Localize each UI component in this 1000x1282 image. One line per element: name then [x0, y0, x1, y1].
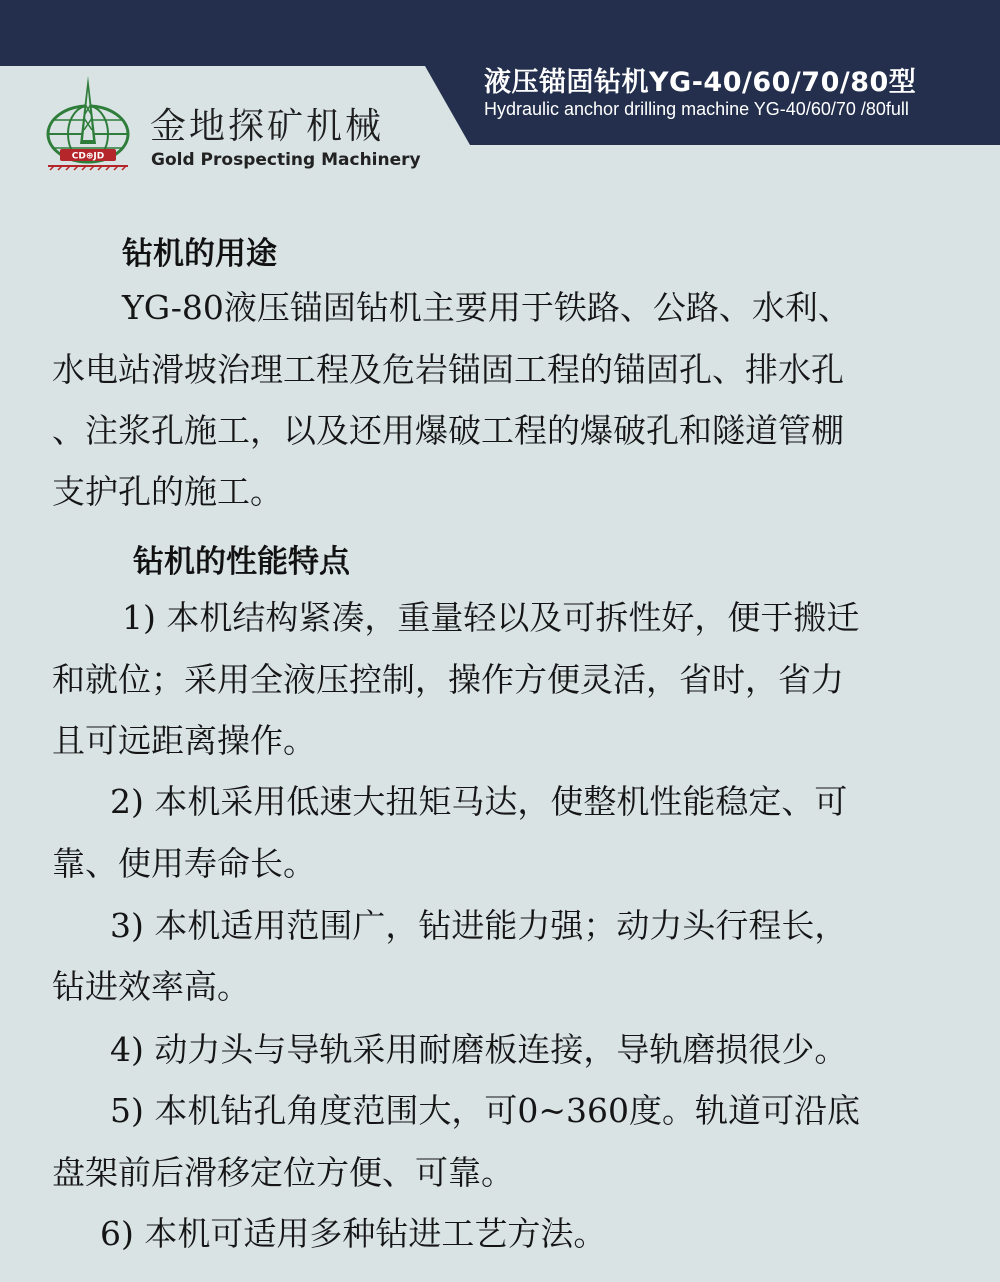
- section-heading-usage: 钻机的用途: [122, 236, 277, 272]
- paragraph-line: 5) 本机钻孔角度范围大，可0~360度。轨道可沿底: [110, 1091, 860, 1130]
- company-name-en: Gold Prospecting Machinery: [151, 150, 421, 170]
- product-title: 液压锚固钻机YG-40/60/70/80型: [484, 67, 917, 98]
- paragraph-line: YG-80液压锚固钻机主要用于铁路、公路、水利、: [122, 288, 851, 327]
- paragraph-line: 3) 本机适用范围广，钻进能力强；动力头行程长，: [110, 906, 848, 945]
- paragraph-line: 2) 本机采用低速大扭矩马达，使整机性能稳定、可: [110, 782, 848, 821]
- paragraph-line: 、注浆孔施工，以及还用爆破工程的爆破孔和隧道管棚: [52, 411, 844, 450]
- paragraph-line: 和就位；采用全液压控制，操作方便灵活，省时，省力: [52, 660, 844, 699]
- paragraph-line: 且可远距离操作。: [52, 721, 316, 760]
- paragraph-line: 靠、使用寿命长。: [52, 844, 316, 883]
- paragraph-line: 支护孔的施工。: [52, 472, 283, 511]
- company-logo-icon: [44, 74, 132, 172]
- paragraph-line: 水电站滑坡治理工程及危岩锚固工程的锚固孔、排水孔: [52, 350, 844, 389]
- logo-text: CD⊕JD: [71, 151, 105, 162]
- paragraph-line: 6) 本机可适用多种钻进工艺方法。: [100, 1214, 607, 1253]
- section-heading-features: 钻机的性能特点: [133, 544, 350, 580]
- company-name-zh: 金地探矿机械: [150, 106, 385, 147]
- paragraph-line: 4) 动力头与导轨采用耐磨板连接，导轨磨损很少。: [110, 1030, 848, 1069]
- paragraph-line: 盘架前后滑移定位方便、可靠。: [52, 1153, 514, 1192]
- paragraph-line: 钻进效率高。: [52, 967, 250, 1006]
- product-subtitle: Hydraulic anchor drilling machine YG-40/60/70 /80full: [484, 99, 909, 119]
- paragraph-line: 1) 本机结构紧凑，重量轻以及可拆性好，便于搬迁: [122, 598, 860, 637]
